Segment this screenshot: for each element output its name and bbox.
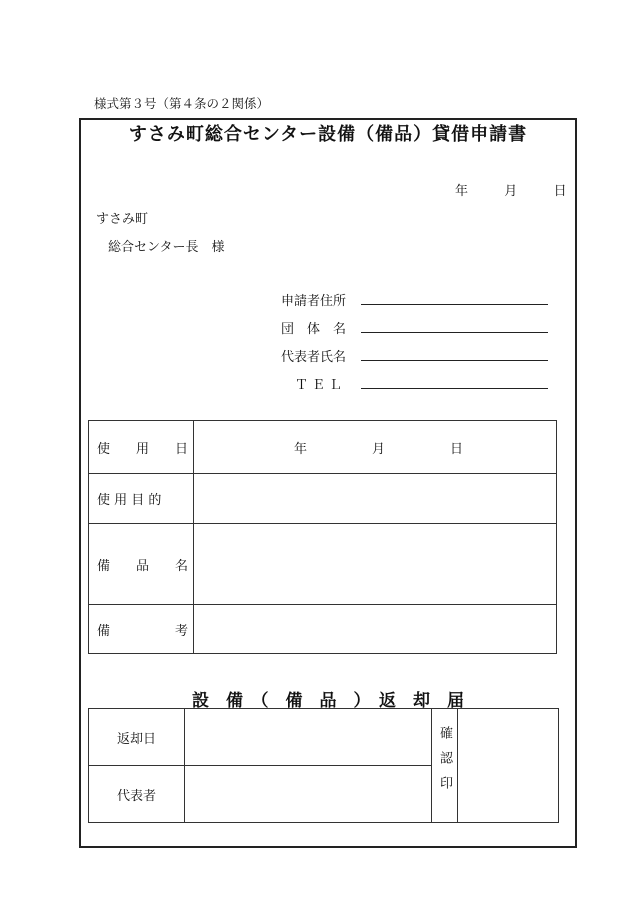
remarks-label: 備 考 <box>89 605 194 654</box>
return-representative-value[interactable] <box>185 766 432 823</box>
table-row <box>89 524 557 605</box>
usage-table <box>88 420 557 654</box>
representative-name-line[interactable] <box>361 360 548 361</box>
confirmation-stamp-label-cell <box>432 709 458 823</box>
application-date <box>455 180 567 199</box>
return-date-label: 返却日 <box>89 709 185 766</box>
form-code: 様式第３号（第４条の２関係） <box>94 96 270 111</box>
date-month-label: 月 <box>504 184 518 199</box>
equipment-name-value[interactable] <box>194 524 557 605</box>
group-name-label: 団 体 名 <box>281 322 347 337</box>
date-day-label: 日 <box>553 184 567 199</box>
representative-name-label: 代表者氏名 <box>281 350 347 365</box>
usage-date-value[interactable]: 年 月 日 <box>194 421 557 474</box>
confirmation-stamp-label: 確認印 <box>437 726 452 801</box>
table-row <box>89 709 559 766</box>
return-date-value[interactable] <box>185 709 432 766</box>
form-title: すさみ町総合センター設備（備品）貸借申請書 <box>128 124 528 145</box>
applicant-address-label: 申請者住所 <box>281 294 347 309</box>
return-representative-label: 代表者 <box>89 766 185 823</box>
usage-purpose-value[interactable] <box>194 474 557 524</box>
equipment-name-label: 備 品 名 <box>89 524 194 605</box>
confirmation-stamp-box[interactable] <box>458 709 559 823</box>
remarks-value[interactable] <box>194 605 557 654</box>
usage-purpose-label: 使 用 目 的 <box>89 474 194 524</box>
table-row <box>89 605 557 654</box>
usage-date-label: 使 用 日 <box>89 421 194 474</box>
addressee-recipient: 総合センター長 様 <box>108 240 225 255</box>
date-year-label: 年 <box>455 184 469 199</box>
tel-label: ＴＥＬ <box>295 378 347 393</box>
addressee-town: すさみ町 <box>96 212 149 227</box>
return-table <box>88 708 559 823</box>
return-section-title: 設 備 （ 備 品 ） 返 却 届 <box>192 691 464 711</box>
applicant-address-line[interactable] <box>361 304 548 305</box>
tel-line[interactable] <box>361 388 548 389</box>
table-row <box>89 421 557 474</box>
table-row <box>89 474 557 524</box>
group-name-line[interactable] <box>361 332 548 333</box>
